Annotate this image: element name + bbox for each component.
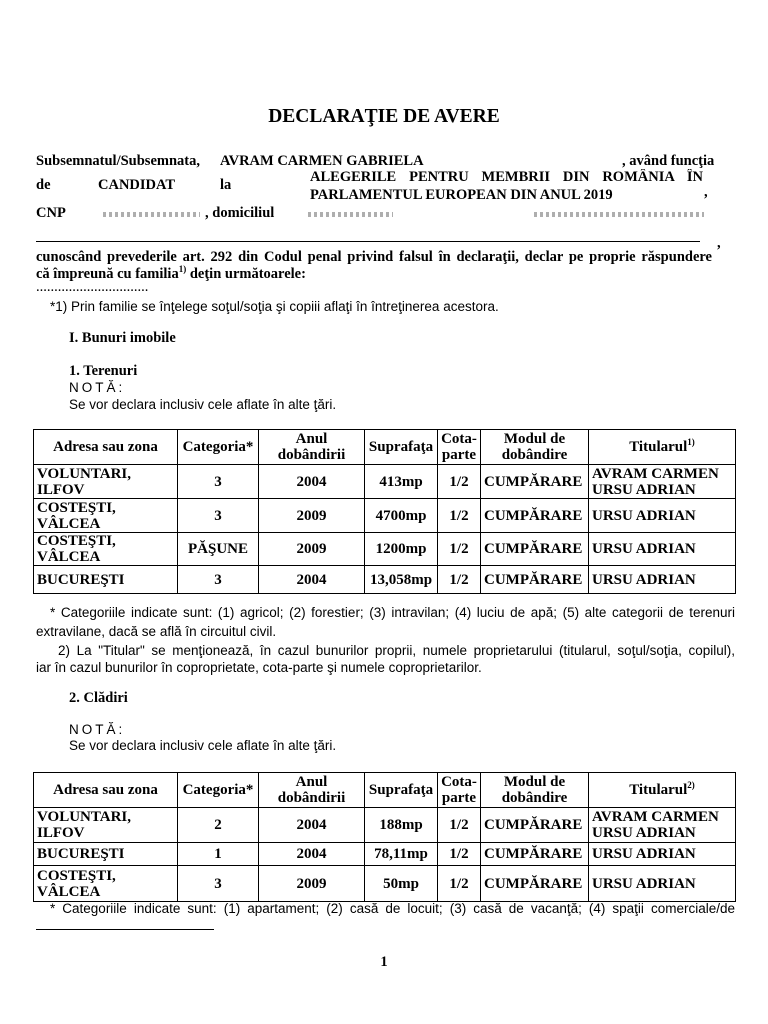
terenuri-note-categorii-cont: extravilane, dacă se află în circuitul civil. [36,624,277,639]
cell-titular: URSU ADRIAN [589,566,736,594]
column-header-modul [481,773,589,808]
cell-modul: CUMPĂRARE [481,808,589,843]
cell-suprafata: 50mp [365,866,438,902]
column-header-label: Categoria* [182,782,254,798]
column-header-adresa [34,773,178,808]
terenuri-note-titular: 2) La "Titular" se menţionează, în cazul bunurilor proprii, numele proprietarului (titularul, soţul/soţia, copilul), [58,643,735,658]
column-header-categoria [178,430,259,465]
column-header-label: Titularul [629,782,688,798]
cell-categoria: 3 [178,566,259,594]
redacted-address-part-1 [308,212,393,217]
table-row [34,808,736,843]
cell-adresa: COSTEŞTI, VÂLCEA [34,533,178,566]
column-header-label: Anul dobândirii [277,774,346,806]
cell-suprafata: 78,11mp [365,843,438,866]
dotted-separator: ............................... [36,279,149,295]
domiciliul-label: , domiciliul [205,205,275,221]
institutie-line-2: PARLAMENTUL EUROPEAN DIN ANUL 2019 [310,187,613,203]
page-number: 1 [380,954,388,970]
cladiri-table [33,772,736,902]
cell-titular: AVRAM CARMEN URSU ADRIAN [589,465,736,499]
avand-functia-label: , având funcţia [622,153,715,169]
la-label: la [220,177,232,193]
declaration-line-2-text: că împreună cu familia [36,266,179,282]
table-row [34,465,736,499]
cell-titular: AVRAM CARMEN URSU ADRIAN [589,808,736,843]
table-row [34,843,736,866]
cell-cota: 1/2 [438,465,481,499]
redacted-cnp [103,212,200,217]
cell-anul: 2009 [259,866,365,902]
cell-anul: 2004 [259,843,365,866]
cell-anul: 2009 [259,533,365,566]
cell-suprafata: 413mp [365,465,438,499]
column-header-label: Modul de dobândire [501,774,568,806]
column-header-label: Titularul [629,439,688,455]
cell-adresa: BUCUREŞTI [34,843,178,866]
column-header-suprafata [365,773,438,808]
cell-modul: CUMPĂRARE [481,533,589,566]
column-header-anul [259,773,365,808]
column-header-label: Cota- parte [441,774,477,806]
cell-cota: 1/2 [438,843,481,866]
footnote-familie: *1) Prin familie se înţelege soţul/soţia şi copiii aflaţi în întreţinerea acestora. [50,299,499,314]
cell-suprafata: 4700mp [365,499,438,533]
cladiri-nota-text: Se vor declara inclusiv cele aflate în alte ţări. [69,738,337,753]
cell-modul: CUMPĂRARE [481,499,589,533]
cell-modul: CUMPĂRARE [481,566,589,594]
table-header-row [34,430,736,465]
cell-adresa: COSTEŞTI, VÂLCEA [34,866,178,902]
domiciliu-comma: , [717,235,721,251]
footnote-ref: 2) [687,780,695,790]
column-header-cota [438,773,481,808]
terenuri-nota-text: Se vor declara inclusiv cele aflate în alte ţări. [69,397,337,412]
institutie-line-1: ALEGERILE PENTRU MEMBRII DIN ROMÂNIA ÎN [310,169,703,185]
cell-modul: CUMPĂRARE [481,866,589,902]
section-heading: I. Bunuri imobile [69,330,176,346]
column-header-titular [589,773,736,808]
cell-adresa: BUCUREŞTI [34,566,178,594]
column-header-label: Modul de dobândire [501,431,568,463]
column-header-label: Adresa sau zona [53,439,158,455]
cnp-label: CNP [36,205,66,221]
footnote-ref: 1) [178,264,187,275]
cell-categoria: 3 [178,465,259,499]
cell-suprafata: 13,058mp [365,566,438,594]
table-row [34,566,736,594]
column-header-label: Suprafaţa [368,439,434,455]
declaration-line-1: cunoscând prevederile art. 292 din Codul penal privind falsul în declaraţii, declar pe proprie răspundere [36,249,712,265]
cell-titular: URSU ADRIAN [589,843,736,866]
terenuri-table [33,429,736,594]
table-header-row [34,773,736,808]
column-header-label: Categoria* [182,439,254,455]
column-header-label: Adresa sau zona [53,782,158,798]
subsemnatul-label: Subsemnatul/Subsemnata, [36,153,200,169]
terenuri-nota-label: NOTĂ: [69,380,126,395]
cell-titular: URSU ADRIAN [589,866,736,902]
cell-categoria: PĂŞUNE [178,533,259,566]
functia-value: CANDIDAT [98,177,176,193]
column-header-adresa [34,430,178,465]
cell-adresa: VOLUNTARI, ILFOV [34,465,178,499]
column-header-titular [589,430,736,465]
cell-categoria: 1 [178,843,259,866]
address-underline [36,241,700,242]
cell-cota: 1/2 [438,499,481,533]
cell-suprafata: 188mp [365,808,438,843]
cell-cota: 1/2 [438,533,481,566]
cell-cota: 1/2 [438,808,481,843]
column-header-categoria [178,773,259,808]
cell-categoria: 3 [178,866,259,902]
document-title: DECLARAŢIE DE AVERE [268,106,500,127]
declarant-name: AVRAM CARMEN GABRIELA [220,153,424,169]
cell-categoria: 3 [178,499,259,533]
cladiri-nota-label: NOTĂ: [69,722,126,737]
declaration-line-2-end: deţin următoarele: [186,266,306,282]
cell-cota: 1/2 [438,866,481,902]
cell-adresa: VOLUNTARI, ILFOV [34,808,178,843]
cell-anul: 2004 [259,808,365,843]
cell-titular: URSU ADRIAN [589,533,736,566]
institutie-comma: , [704,184,708,200]
footnote-separator [36,929,214,930]
cell-anul: 2009 [259,499,365,533]
column-header-label: Suprafaţa [368,782,434,798]
column-header-suprafata [365,430,438,465]
terenuri-note-titular-cont: iar în cazul bunurilor în coproprietate, cota-parte şi numele coproprietarilor. [36,660,482,675]
column-header-label: Anul dobândirii [277,431,346,463]
terenuri-note-categorii: * Categoriile indicate sunt: (1) agricol; (2) forestier; (3) intravilan; (4) luciu de apă; (5) alte categorii de terenuri [50,605,735,620]
cell-adresa: COSTEŞTI, VÂLCEA [34,499,178,533]
cell-modul: CUMPĂRARE [481,843,589,866]
cell-cota: 1/2 [438,566,481,594]
cell-suprafata: 1200mp [365,533,438,566]
cell-anul: 2004 [259,566,365,594]
column-header-cota [438,430,481,465]
de-label: de [36,177,51,193]
table-row [34,499,736,533]
cell-titular: URSU ADRIAN [589,499,736,533]
terenuri-heading: 1. Terenuri [69,363,138,379]
cladiri-note-categorii: * Categoriile indicate sunt: (1) apartament; (2) casă de locuit; (3) casă de vacanţă; (4) spaţii comerciale/de [50,901,735,916]
redacted-address-part-2 [534,212,704,217]
table-row [34,533,736,566]
cladiri-heading: 2. Clădiri [69,690,128,706]
column-header-anul [259,430,365,465]
cell-categoria: 2 [178,808,259,843]
footnote-ref: 1) [687,437,695,447]
column-header-modul [481,430,589,465]
table-row [34,866,736,902]
column-header-label: Cota- parte [441,431,477,463]
cell-modul: CUMPĂRARE [481,465,589,499]
cell-anul: 2004 [259,465,365,499]
